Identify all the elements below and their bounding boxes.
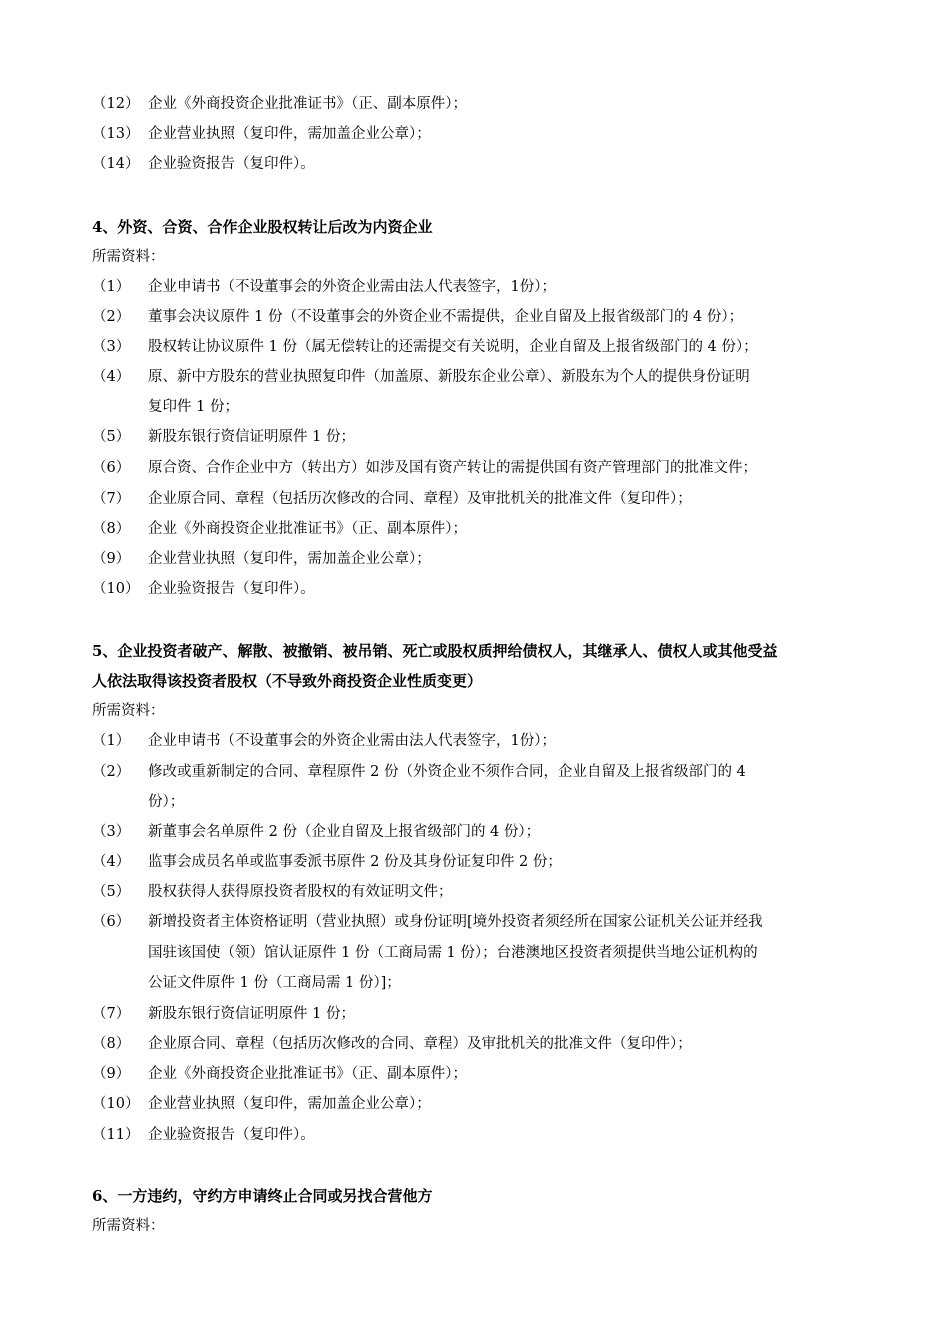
list-item xyxy=(92,302,867,332)
list-item-continuation xyxy=(92,968,867,998)
item-text: 企业营业执照（复印件，需加盖企业公章）； xyxy=(148,1096,431,1112)
item-text: 企业营业执照（复印件，需加盖企业公章）； xyxy=(148,551,431,567)
item-text: 监事会成员名单或监事委派书原件 2 份及其身份证复印件 2 份； xyxy=(148,854,562,870)
item-number: （7） xyxy=(92,1006,131,1022)
list-item xyxy=(92,757,867,787)
list-item xyxy=(92,422,867,452)
list-item xyxy=(92,362,867,392)
item-number: （3） xyxy=(92,824,131,840)
list-item xyxy=(92,272,867,302)
item-number: （5） xyxy=(92,884,131,900)
list-item xyxy=(92,514,867,544)
item-text: 企业《外商投资企业批准证书》（正、副本原件）； xyxy=(148,521,467,537)
item-text: 股权转让协议原件 1 份（属无偿转让的还需提交有关说明，企业自留及上报省级部门的 4 份）； xyxy=(148,339,758,355)
section-5-heading-line1: 5、企业投资者破产、解散、被撤销、被吊销、死亡或股权质押给债权人，其继承人、债权人或其他受益 xyxy=(92,642,778,660)
item-text: 企业《外商投资企业批准证书》（正、副本原件）； xyxy=(148,96,467,112)
item-text: 企业验资报告（复印件）。 xyxy=(148,156,315,172)
item-text: 企业验资报告（复印件）。 xyxy=(148,1127,315,1143)
item-number: （1） xyxy=(92,279,131,295)
list-item xyxy=(92,574,867,604)
item-number: （7） xyxy=(92,491,131,507)
item-number: （1） xyxy=(92,733,131,749)
item-text: 公证文件原件 1 份（工商局需 1 份）]； xyxy=(148,975,401,991)
list-item xyxy=(92,119,867,149)
item-text: 复印件 1 份； xyxy=(148,399,239,415)
section-4-heading: 4、外资、合资、合作企业股权转让后改为内资企业 xyxy=(92,218,433,236)
item-text: 国驻该国使（领）馆认证原件 1 份（工商局需 1 份）；台港澳地区投资者须提供当地公证机构的 xyxy=(148,945,758,961)
item-number: （9） xyxy=(92,1066,131,1082)
list-item xyxy=(92,1029,867,1059)
item-number: （12） xyxy=(92,96,140,112)
list-item xyxy=(92,847,867,877)
item-number: （8） xyxy=(92,521,131,537)
item-text: 份）； xyxy=(148,794,185,810)
item-text: 新增投资者主体资格证明（营业执照）或身份证明[境外投资者须经所在国家公证机关公证并经我 xyxy=(148,914,763,930)
item-number: （6） xyxy=(92,914,131,930)
item-number: （5） xyxy=(92,429,131,445)
list-item-continuation xyxy=(92,938,867,968)
item-number: （8） xyxy=(92,1036,131,1052)
list-item xyxy=(92,332,867,362)
list-item xyxy=(92,1089,867,1119)
item-text: 企业申请书（不设董事会的外资企业需由法人代表签字，1份）； xyxy=(148,733,556,749)
list-item xyxy=(92,726,867,756)
list-item xyxy=(92,149,867,179)
list-item-continuation xyxy=(92,392,867,422)
item-number: （4） xyxy=(92,369,131,385)
section-6-label: 所需资料： xyxy=(92,1218,165,1234)
list-item xyxy=(92,89,867,119)
list-item xyxy=(92,1059,867,1089)
item-text: 企业原合同、章程（包括历次修改的合同、章程）及审批机关的批准文件（复印件）； xyxy=(148,491,692,507)
item-number: （6） xyxy=(92,460,131,476)
item-text: 原、新中方股东的营业执照复印件（加盖原、新股东企业公章）、新股东为个人的提供身份证明 xyxy=(148,369,750,385)
list-item xyxy=(92,484,867,514)
item-text: 股权获得人获得原投资者股权的有效证明文件； xyxy=(148,884,453,900)
section-5-heading-line2: 人依法取得该投资者股权（不导致外商投资企业性质变更） xyxy=(92,672,483,690)
list-item xyxy=(92,907,867,937)
item-text: 新股东银行资信证明原件 1 份； xyxy=(148,429,355,445)
item-number: （2） xyxy=(92,764,131,780)
item-number: （10） xyxy=(92,581,140,597)
item-text: 新股东银行资信证明原件 1 份； xyxy=(148,1006,355,1022)
item-number: （9） xyxy=(92,551,131,567)
item-text: 企业《外商投资企业批准证书》（正、副本原件）； xyxy=(148,1066,467,1082)
item-number: （4） xyxy=(92,854,131,870)
item-text: 新董事会名单原件 2 份（企业自留及上报省级部门的 4 份）； xyxy=(148,824,541,840)
list-item xyxy=(92,1120,867,1150)
item-text: 企业申请书（不设董事会的外资企业需由法人代表签字，1份）； xyxy=(148,279,556,295)
list-item xyxy=(92,999,867,1029)
section-5-label: 所需资料： xyxy=(92,703,165,719)
item-number: （3） xyxy=(92,339,131,355)
section-6-heading: 6、一方违约，守约方申请终止合同或另找合营他方 xyxy=(92,1187,433,1205)
item-number: （11） xyxy=(92,1127,140,1143)
item-number: （2） xyxy=(92,309,131,325)
list-item xyxy=(92,544,867,574)
item-text: 企业验资报告（复印件）。 xyxy=(148,581,315,597)
list-item xyxy=(92,453,867,483)
item-number: （14） xyxy=(92,156,140,172)
item-number: （13） xyxy=(92,126,140,142)
list-item-continuation xyxy=(92,787,867,817)
section-4-label: 所需资料： xyxy=(92,249,165,265)
item-text: 企业原合同、章程（包括历次修改的合同、章程）及审批机关的批准文件（复印件）； xyxy=(148,1036,692,1052)
list-item xyxy=(92,817,867,847)
list-item xyxy=(92,877,867,907)
item-text: 董事会决议原件 1 份（不设董事会的外资企业不需提供，企业自留及上报省级部门的 4 份）； xyxy=(148,309,744,325)
item-text: 修改或重新制定的合同、章程原件 2 份（外资企业不须作合同，企业自留及上报省级部门的 4 xyxy=(148,764,746,780)
item-number: （10） xyxy=(92,1096,140,1112)
item-text: 企业营业执照（复印件，需加盖企业公章）； xyxy=(148,126,431,142)
item-text: 原合资、合作企业中方（转出方）如涉及国有资产转让的需提供国有资产管理部门的批准文件； xyxy=(148,460,757,476)
